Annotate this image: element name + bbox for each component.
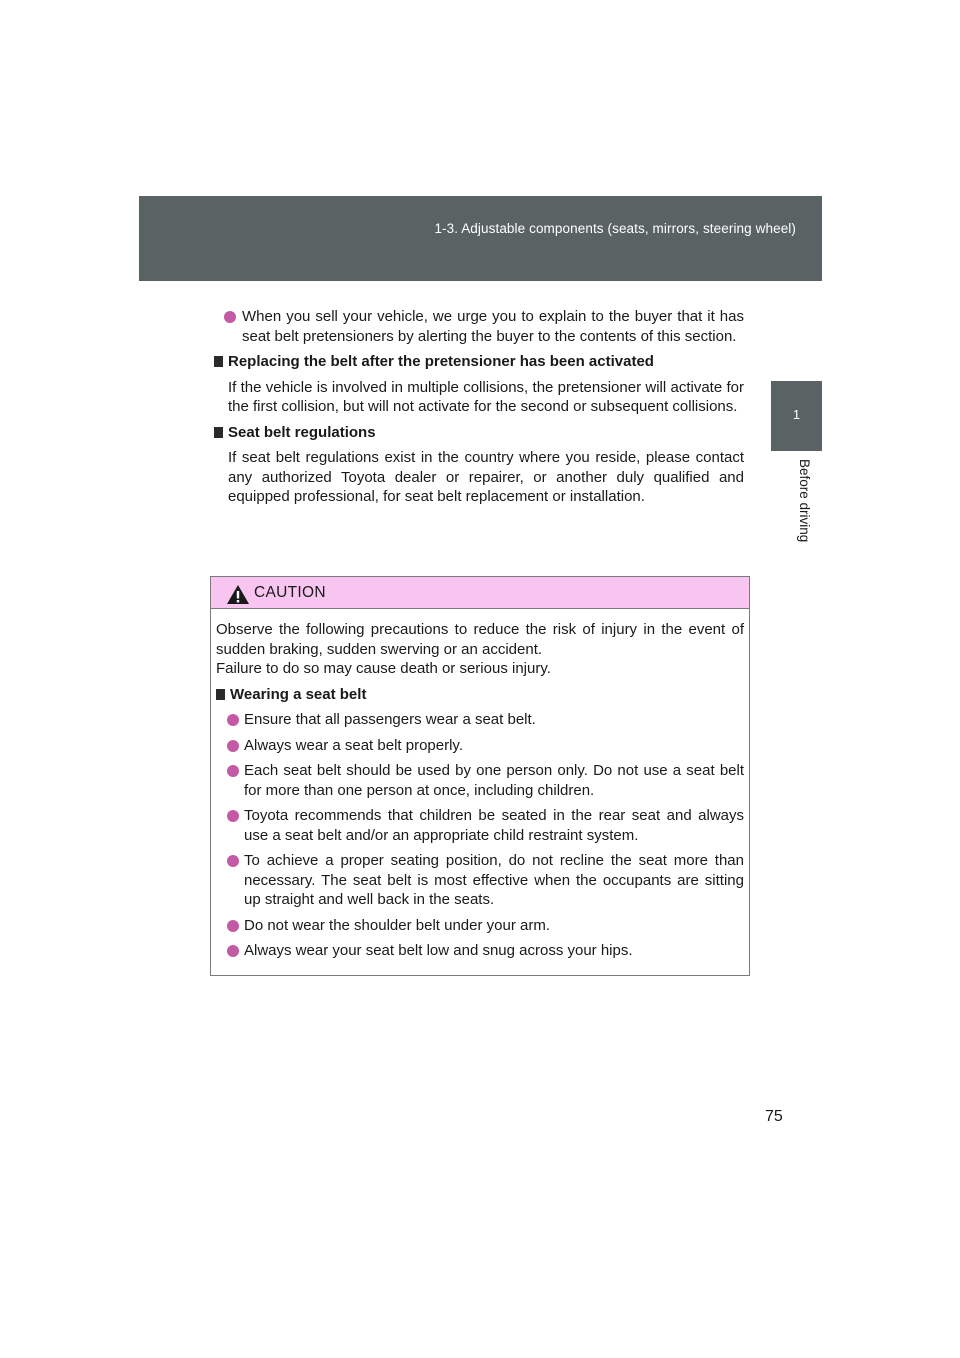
square-bullet-icon: [216, 689, 225, 700]
caution-intro: Observe the following precautions to reduce the risk of injury in the event of sudden braking, sudden swerving or an accident.: [216, 621, 744, 658]
regulations-text: If seat belt regulations exist in the country where you reside, please contact any authorized Toyota dealer or repairer, or another duly qualified and equipped professional, for seat belt replacement or installation.: [228, 449, 744, 505]
main-content: [214, 307, 744, 507]
caution-header: [211, 577, 749, 609]
heading-text: Replacing the belt after the pretensioner has been activated: [228, 353, 654, 370]
page-number: 75: [765, 1108, 783, 1125]
chapter-label: Before driving: [797, 459, 812, 543]
caution-item-text: To achieve a proper seating position, do not recline the seat more than necessary. The seat belt is most effective when the occupants are sitting up straight and well back in the seats.: [244, 852, 744, 908]
caution-item: [216, 941, 744, 961]
caution-item: [216, 761, 744, 800]
caution-item: [216, 916, 744, 936]
caution-heading: [216, 685, 744, 705]
square-bullet-icon: [214, 356, 223, 367]
circle-bullet-icon: [224, 311, 236, 323]
caution-body: [216, 620, 744, 961]
regulations-heading: [214, 423, 744, 443]
bullet-text: When you sell your vehicle, we urge you to explain to the buyer that it has seat belt pretensioners by alerting the buyer to the contents of this section.: [242, 308, 744, 345]
caution-item: [216, 736, 744, 756]
caution-item-text: Ensure that all passengers wear a seat belt.: [244, 711, 536, 728]
heading-text: Wearing a seat belt: [230, 685, 367, 703]
caution-item: [216, 710, 744, 730]
caution-box: [210, 576, 750, 976]
caution-item: [216, 851, 744, 910]
caution-item-text: Toyota recommends that children be seated in the rear seat and always use a seat belt and/or an appropriate child restraint system.: [244, 807, 744, 844]
replacing-text: If the vehicle is involved in multiple collisions, the pretensioner will activate for the first collision, but will not activate for the second or subsequent collisions.: [228, 378, 744, 415]
caution-item-text: Do not wear the shoulder belt under your arm.: [244, 916, 550, 934]
circle-bullet-icon: [227, 945, 239, 957]
circle-bullet-icon: [227, 855, 239, 867]
caution-intro-2: Failure to do so may cause death or serious injury.: [216, 660, 551, 677]
caution-item-text: Each seat belt should be used by one person only. Do not use a seat belt for more than one person at once, including children.: [244, 762, 744, 799]
chapter-tab: [771, 381, 822, 451]
circle-bullet-icon: [227, 740, 239, 752]
circle-bullet-icon: [227, 714, 239, 726]
square-bullet-icon: [214, 427, 223, 438]
chapter-number: 1: [792, 407, 801, 422]
section-title: 1-3. Adjustable components (seats, mirrors, steering wheel): [434, 221, 796, 236]
caution-item-text: Always wear your seat belt low and snug across your hips.: [244, 942, 633, 959]
replacing-heading: [214, 352, 744, 372]
circle-bullet-icon: [227, 765, 239, 777]
bullet-sell-vehicle: [214, 307, 744, 346]
caution-item-text: Always wear a seat belt properly.: [244, 736, 463, 754]
section-header: [139, 196, 822, 281]
circle-bullet-icon: [227, 810, 239, 822]
heading-text: Seat belt regulations: [228, 423, 376, 441]
caution-title: CAUTION: [254, 584, 326, 601]
warning-triangle-icon: [226, 584, 250, 605]
circle-bullet-icon: [227, 920, 239, 932]
caution-item: [216, 806, 744, 845]
